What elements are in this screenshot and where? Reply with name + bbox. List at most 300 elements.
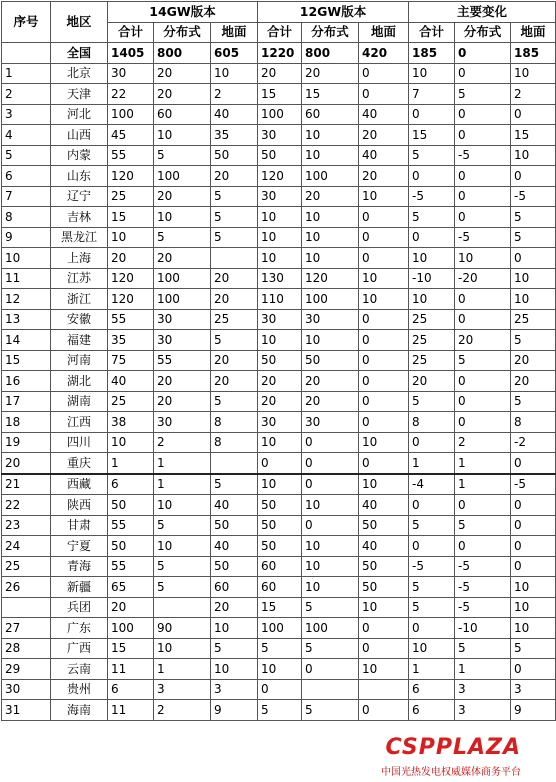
row-seq: 13 bbox=[2, 309, 51, 330]
header-sub-distributed: 分布式 bbox=[302, 22, 359, 43]
table-cell: 0 bbox=[359, 453, 409, 474]
table-cell: 30 bbox=[258, 412, 302, 433]
table-cell: 60 bbox=[258, 556, 302, 577]
table-cell: 0 bbox=[359, 309, 409, 330]
table-cell: 10 bbox=[359, 432, 409, 453]
row-region: 重庆 bbox=[51, 453, 108, 474]
row-region: 北京 bbox=[51, 63, 108, 84]
row-region: 辽宁 bbox=[51, 186, 108, 207]
table-cell: -10 bbox=[409, 268, 455, 289]
row-seq: 2 bbox=[2, 84, 51, 105]
row-region: 海南 bbox=[51, 700, 108, 721]
table-cell: 5 bbox=[211, 474, 258, 495]
table-cell: 5 bbox=[258, 700, 302, 721]
row-region: 山东 bbox=[51, 166, 108, 187]
table-cell: 55 bbox=[154, 350, 211, 371]
table-cell: 1 bbox=[455, 474, 511, 495]
row-seq: 23 bbox=[2, 515, 51, 536]
table-row bbox=[2, 453, 556, 474]
table-cell: 5 bbox=[211, 638, 258, 659]
table-cell: 50 bbox=[211, 515, 258, 536]
row-seq: 12 bbox=[2, 289, 51, 310]
table-cell: 0 bbox=[409, 495, 455, 516]
table-cell: 10 bbox=[511, 268, 556, 289]
table-row bbox=[2, 63, 556, 84]
table-cell: 25 bbox=[108, 186, 154, 207]
table-cell: 0 bbox=[302, 432, 359, 453]
table-cell: 120 bbox=[302, 268, 359, 289]
table-row bbox=[2, 248, 556, 269]
table-cell: 100 bbox=[302, 618, 359, 639]
table-cell: 0 bbox=[359, 207, 409, 228]
table-cell: 0 bbox=[455, 166, 511, 187]
table-cell: 40 bbox=[108, 371, 154, 392]
table-cell: 2 bbox=[154, 700, 211, 721]
table-cell: 30 bbox=[258, 125, 302, 146]
table-cell: 5 bbox=[409, 391, 455, 412]
table-cell: 38 bbox=[108, 412, 154, 433]
table-cell: 30 bbox=[258, 186, 302, 207]
table-cell: 0 bbox=[511, 659, 556, 680]
table-cell: 120 bbox=[258, 166, 302, 187]
table-cell: 0 bbox=[359, 227, 409, 248]
table-cell: 100 bbox=[108, 104, 154, 125]
table-cell: 0 bbox=[258, 679, 302, 700]
table-cell: -5 bbox=[511, 474, 556, 495]
table-cell: 9 bbox=[211, 700, 258, 721]
row-seq: 16 bbox=[2, 371, 51, 392]
table-cell: 20 bbox=[211, 597, 258, 618]
table-cell: 10 bbox=[211, 618, 258, 639]
table-cell: 50 bbox=[258, 495, 302, 516]
table-cell: 10 bbox=[154, 638, 211, 659]
table-cell: 30 bbox=[154, 412, 211, 433]
table-cell: 15 bbox=[258, 597, 302, 618]
total-cell: 1405 bbox=[108, 43, 154, 64]
table-cell: 40 bbox=[359, 145, 409, 166]
table-cell: 40 bbox=[359, 536, 409, 557]
table-cell: 30 bbox=[302, 309, 359, 330]
table-cell: 55 bbox=[108, 145, 154, 166]
total-cell: 800 bbox=[154, 43, 211, 64]
watermark-logo: CSPPLAZA bbox=[385, 735, 521, 760]
table-cell: 1 bbox=[154, 474, 211, 495]
table-cell: 1 bbox=[108, 453, 154, 474]
table-cell: 0 bbox=[455, 63, 511, 84]
row-region: 内蒙 bbox=[51, 145, 108, 166]
table-cell: 20 bbox=[455, 330, 511, 351]
row-region: 黑龙江 bbox=[51, 227, 108, 248]
table-cell: 100 bbox=[154, 268, 211, 289]
table-cell: 10 bbox=[258, 207, 302, 228]
table-cell: 15 bbox=[108, 638, 154, 659]
table-cell: -20 bbox=[455, 268, 511, 289]
row-seq: 8 bbox=[2, 207, 51, 228]
table-row bbox=[2, 289, 556, 310]
table-cell: -5 bbox=[409, 186, 455, 207]
table-cell: 20 bbox=[258, 371, 302, 392]
row-seq: 15 bbox=[2, 350, 51, 371]
table-cell: 100 bbox=[302, 289, 359, 310]
table-row bbox=[2, 227, 556, 248]
table-cell: 60 bbox=[302, 104, 359, 125]
table-cell: 5 bbox=[154, 556, 211, 577]
table-cell: 5 bbox=[511, 330, 556, 351]
table-cell: 5 bbox=[455, 638, 511, 659]
row-seq: 30 bbox=[2, 679, 51, 700]
table-row bbox=[2, 495, 556, 516]
table-cell: 0 bbox=[409, 536, 455, 557]
row-region: 宁夏 bbox=[51, 536, 108, 557]
table-cell: 6 bbox=[409, 679, 455, 700]
table-row bbox=[2, 268, 556, 289]
total-row bbox=[2, 43, 556, 64]
row-seq: 27 bbox=[2, 618, 51, 639]
table-row bbox=[2, 412, 556, 433]
row-seq: 18 bbox=[2, 412, 51, 433]
table-cell: 5 bbox=[211, 330, 258, 351]
header-group-12gw: 12GW版本 bbox=[258, 2, 409, 23]
row-region: 吉林 bbox=[51, 207, 108, 228]
table-row bbox=[2, 84, 556, 105]
table-cell: 0 bbox=[302, 474, 359, 495]
table-cell: 15 bbox=[108, 207, 154, 228]
table-cell: 60 bbox=[211, 577, 258, 598]
table-cell: 0 bbox=[409, 227, 455, 248]
row-region: 河北 bbox=[51, 104, 108, 125]
table-cell: 10 bbox=[302, 125, 359, 146]
table-cell: 10 bbox=[511, 577, 556, 598]
table-cell: 110 bbox=[258, 289, 302, 310]
table-cell: 25 bbox=[511, 309, 556, 330]
table-cell: 50 bbox=[258, 350, 302, 371]
table-cell: 0 bbox=[409, 618, 455, 639]
table-cell: -5 bbox=[455, 597, 511, 618]
row-seq: 5 bbox=[2, 145, 51, 166]
table-cell: 50 bbox=[258, 145, 302, 166]
table-cell: 0 bbox=[409, 166, 455, 187]
total-cell: 1220 bbox=[258, 43, 302, 64]
table-cell: 20 bbox=[359, 125, 409, 146]
table-cell: 35 bbox=[211, 125, 258, 146]
table-cell: 0 bbox=[359, 700, 409, 721]
row-region: 山西 bbox=[51, 125, 108, 146]
table-cell: 0 bbox=[511, 453, 556, 474]
total-cell: 800 bbox=[302, 43, 359, 64]
table-cell: 0 bbox=[359, 350, 409, 371]
table-cell: 20 bbox=[258, 391, 302, 412]
table-row bbox=[2, 330, 556, 351]
table-cell: 0 bbox=[359, 618, 409, 639]
header-sub-ground: 地面 bbox=[211, 22, 258, 43]
table-cell: 50 bbox=[108, 495, 154, 516]
table-cell: 10 bbox=[511, 289, 556, 310]
table-cell: 15 bbox=[511, 125, 556, 146]
row-region: 天津 bbox=[51, 84, 108, 105]
table-cell: -5 bbox=[455, 145, 511, 166]
table-cell: 10 bbox=[211, 659, 258, 680]
table-cell: 20 bbox=[154, 371, 211, 392]
table-cell: 50 bbox=[359, 515, 409, 536]
table-cell: 100 bbox=[154, 289, 211, 310]
table-cell: 5 bbox=[302, 638, 359, 659]
table-cell: 0 bbox=[302, 515, 359, 536]
table-cell: 30 bbox=[108, 63, 154, 84]
table-cell: 15 bbox=[302, 84, 359, 105]
table-cell bbox=[302, 679, 359, 700]
table-cell: 20 bbox=[359, 166, 409, 187]
row-region: 新疆 bbox=[51, 577, 108, 598]
table-cell: 10 bbox=[258, 432, 302, 453]
row-region: 青海 bbox=[51, 556, 108, 577]
table-cell: 40 bbox=[211, 536, 258, 557]
table-cell: 20 bbox=[108, 248, 154, 269]
header-region: 地区 bbox=[51, 2, 108, 43]
row-region: 浙江 bbox=[51, 289, 108, 310]
table-cell: 5 bbox=[302, 700, 359, 721]
table-cell: 5 bbox=[511, 227, 556, 248]
row-seq bbox=[2, 597, 51, 618]
table-row bbox=[2, 515, 556, 536]
total-cell: 420 bbox=[359, 43, 409, 64]
table-cell: 2 bbox=[211, 84, 258, 105]
table-cell: 10 bbox=[258, 659, 302, 680]
table-row bbox=[2, 597, 556, 618]
table-cell: 5 bbox=[409, 597, 455, 618]
total-cell: 185 bbox=[511, 43, 556, 64]
table-cell: 20 bbox=[154, 84, 211, 105]
table-cell: 2 bbox=[455, 432, 511, 453]
table-cell: 20 bbox=[211, 166, 258, 187]
table-cell: 10 bbox=[409, 289, 455, 310]
row-seq: 4 bbox=[2, 125, 51, 146]
table-row bbox=[2, 638, 556, 659]
row-seq: 14 bbox=[2, 330, 51, 351]
table-cell: 3 bbox=[154, 679, 211, 700]
table-cell: 20 bbox=[154, 63, 211, 84]
capacity-table bbox=[1, 1, 556, 721]
header-group-change: 主要变化 bbox=[409, 2, 556, 23]
table-cell: 50 bbox=[211, 145, 258, 166]
table-cell: 5 bbox=[455, 350, 511, 371]
table-cell: 0 bbox=[359, 248, 409, 269]
table-cell: 50 bbox=[211, 556, 258, 577]
row-region: 河南 bbox=[51, 350, 108, 371]
table-cell: 15 bbox=[409, 125, 455, 146]
table-cell: 0 bbox=[409, 104, 455, 125]
table-cell: 3 bbox=[511, 679, 556, 700]
table-cell: 2 bbox=[511, 84, 556, 105]
table-cell: 30 bbox=[258, 309, 302, 330]
table-cell: 10 bbox=[258, 248, 302, 269]
table-row bbox=[2, 309, 556, 330]
table-cell: 50 bbox=[302, 350, 359, 371]
table-row bbox=[2, 577, 556, 598]
table-cell: 8 bbox=[211, 432, 258, 453]
table-cell: 25 bbox=[409, 350, 455, 371]
table-cell: 7 bbox=[409, 84, 455, 105]
table-cell: 20 bbox=[108, 597, 154, 618]
table-cell: 5 bbox=[409, 577, 455, 598]
table-cell: 0 bbox=[455, 371, 511, 392]
table-cell: 20 bbox=[211, 289, 258, 310]
table-cell: 40 bbox=[211, 104, 258, 125]
table-cell: 10 bbox=[511, 618, 556, 639]
table-cell: 50 bbox=[258, 536, 302, 557]
table-cell: 0 bbox=[455, 391, 511, 412]
table-cell: 0 bbox=[409, 432, 455, 453]
table-cell bbox=[359, 679, 409, 700]
table-cell: 20 bbox=[211, 268, 258, 289]
table-cell: 60 bbox=[154, 104, 211, 125]
row-seq: 22 bbox=[2, 495, 51, 516]
table-cell: 0 bbox=[511, 166, 556, 187]
row-seq: 20 bbox=[2, 453, 51, 474]
table-cell: 10 bbox=[359, 474, 409, 495]
table-cell: 10 bbox=[154, 536, 211, 557]
table-row bbox=[2, 679, 556, 700]
row-seq: 31 bbox=[2, 700, 51, 721]
table-cell: 35 bbox=[108, 330, 154, 351]
row-seq: 28 bbox=[2, 638, 51, 659]
row-region: 湖北 bbox=[51, 371, 108, 392]
table-cell: 40 bbox=[359, 104, 409, 125]
table-cell: 6 bbox=[409, 700, 455, 721]
row-region: 贵州 bbox=[51, 679, 108, 700]
header-sub-distributed: 分布式 bbox=[455, 22, 511, 43]
table-cell: 1 bbox=[455, 453, 511, 474]
table-cell: 5 bbox=[455, 84, 511, 105]
table-cell: 10 bbox=[359, 289, 409, 310]
table-cell: 5 bbox=[511, 638, 556, 659]
table-cell: 10 bbox=[258, 330, 302, 351]
table-row bbox=[2, 104, 556, 125]
table-row bbox=[2, 474, 556, 495]
table-cell: 0 bbox=[455, 536, 511, 557]
row-seq: 10 bbox=[2, 248, 51, 269]
table-cell: 100 bbox=[258, 104, 302, 125]
table-cell: 22 bbox=[108, 84, 154, 105]
table-cell: 10 bbox=[154, 495, 211, 516]
table-cell: 45 bbox=[108, 125, 154, 146]
table-cell: 10 bbox=[302, 248, 359, 269]
table-row bbox=[2, 125, 556, 146]
table-cell: 10 bbox=[359, 268, 409, 289]
table-cell: 5 bbox=[211, 227, 258, 248]
table-cell: 20 bbox=[511, 350, 556, 371]
table-cell: 20 bbox=[302, 371, 359, 392]
table-cell: 0 bbox=[455, 125, 511, 146]
table-row bbox=[2, 659, 556, 680]
table-cell: 0 bbox=[302, 453, 359, 474]
row-region: 甘肃 bbox=[51, 515, 108, 536]
table-cell: 10 bbox=[455, 248, 511, 269]
table-cell: 10 bbox=[302, 145, 359, 166]
table-row bbox=[2, 700, 556, 721]
table-cell: 40 bbox=[359, 495, 409, 516]
table-cell: 1 bbox=[154, 659, 211, 680]
row-seq: 26 bbox=[2, 577, 51, 598]
row-seq: 7 bbox=[2, 186, 51, 207]
table-cell: 0 bbox=[511, 536, 556, 557]
table-cell bbox=[211, 453, 258, 474]
row-seq: 19 bbox=[2, 432, 51, 453]
table-cell: -5 bbox=[455, 227, 511, 248]
table-cell: 10 bbox=[302, 577, 359, 598]
table-cell: 9 bbox=[511, 700, 556, 721]
table-cell: 20 bbox=[409, 371, 455, 392]
table-cell: 25 bbox=[409, 309, 455, 330]
table-cell: 5 bbox=[154, 227, 211, 248]
table-cell: 25 bbox=[108, 391, 154, 412]
table-cell: 75 bbox=[108, 350, 154, 371]
header-seq: 序号 bbox=[2, 2, 51, 43]
table-cell: 60 bbox=[258, 577, 302, 598]
header-sub-total: 合计 bbox=[108, 22, 154, 43]
watermark-subtitle: 中国光热发电权威媒体商务平台 bbox=[381, 767, 521, 778]
table-cell: 6 bbox=[108, 474, 154, 495]
table-cell: 10 bbox=[302, 330, 359, 351]
row-region: 江苏 bbox=[51, 268, 108, 289]
table-cell: 120 bbox=[108, 166, 154, 187]
table-cell: 0 bbox=[359, 371, 409, 392]
table-cell: 10 bbox=[359, 186, 409, 207]
table-cell: 5 bbox=[211, 207, 258, 228]
row-region: 四川 bbox=[51, 432, 108, 453]
table-cell: 50 bbox=[258, 515, 302, 536]
table-cell: 130 bbox=[258, 268, 302, 289]
table-cell: 10 bbox=[108, 432, 154, 453]
table-row bbox=[2, 432, 556, 453]
row-region: 云南 bbox=[51, 659, 108, 680]
total-cell: 605 bbox=[211, 43, 258, 64]
total-seq bbox=[2, 43, 51, 64]
row-region: 陕西 bbox=[51, 495, 108, 516]
table-cell: 0 bbox=[359, 638, 409, 659]
total-cell: 185 bbox=[409, 43, 455, 64]
table-cell: 120 bbox=[108, 268, 154, 289]
table-cell: 5 bbox=[511, 207, 556, 228]
row-region: 福建 bbox=[51, 330, 108, 351]
table-cell: 0 bbox=[511, 515, 556, 536]
total-region: 全国 bbox=[51, 43, 108, 64]
table-cell: 8 bbox=[511, 412, 556, 433]
table-row bbox=[2, 350, 556, 371]
table-cell: 20 bbox=[302, 186, 359, 207]
row-region: 安徽 bbox=[51, 309, 108, 330]
table-cell: 8 bbox=[409, 412, 455, 433]
table-row bbox=[2, 166, 556, 187]
row-seq: 11 bbox=[2, 268, 51, 289]
table-row bbox=[2, 207, 556, 228]
table-cell: 0 bbox=[511, 556, 556, 577]
table-cell: 10 bbox=[258, 227, 302, 248]
table-cell: -2 bbox=[511, 432, 556, 453]
table-cell: 10 bbox=[511, 63, 556, 84]
table-cell: 10 bbox=[511, 597, 556, 618]
table-cell: 20 bbox=[154, 186, 211, 207]
table-cell: 5 bbox=[258, 638, 302, 659]
table-cell: -10 bbox=[455, 618, 511, 639]
row-region: 广西 bbox=[51, 638, 108, 659]
table-cell: -5 bbox=[455, 556, 511, 577]
table-cell: 100 bbox=[108, 618, 154, 639]
table-cell: 10 bbox=[302, 495, 359, 516]
table-cell: 0 bbox=[455, 412, 511, 433]
table-cell: 5 bbox=[302, 597, 359, 618]
table-cell: 1 bbox=[455, 659, 511, 680]
row-seq: 6 bbox=[2, 166, 51, 187]
